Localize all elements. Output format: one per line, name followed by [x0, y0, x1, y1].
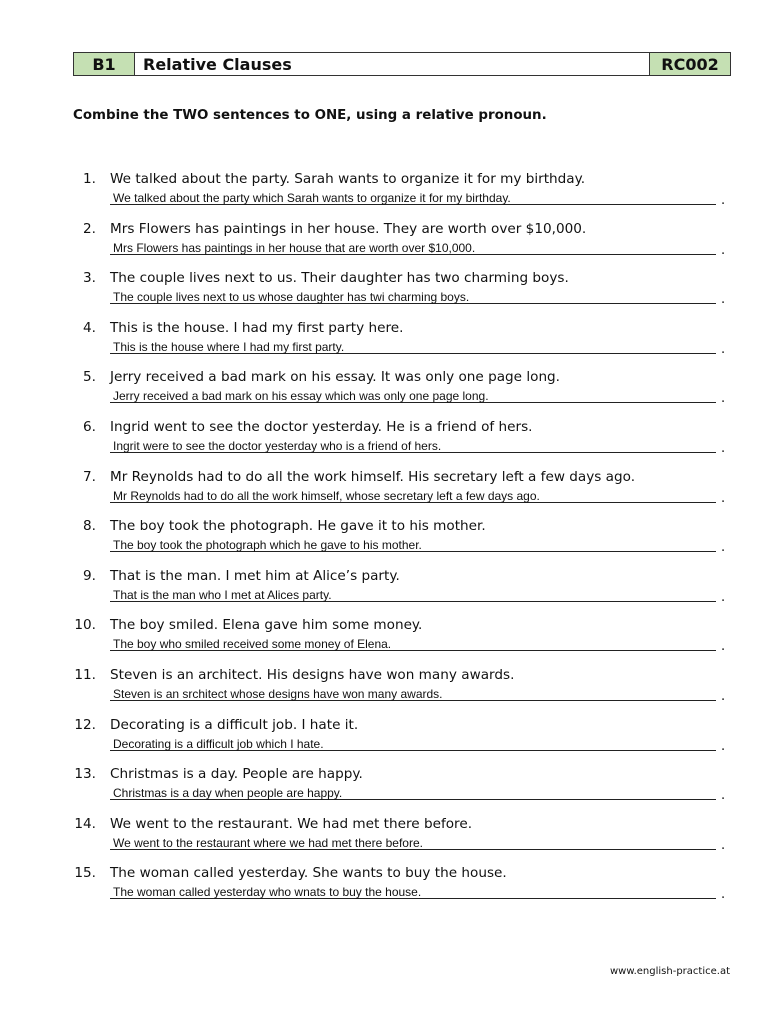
item-number: 9.	[83, 567, 96, 584]
item-answer: Steven is an srchitect whose designs have won many awards.	[113, 687, 443, 701]
exercise-item	[0, 816, 768, 865]
line-end-period: .	[721, 391, 726, 407]
line-end-period: .	[721, 490, 726, 506]
exercise-item	[0, 270, 768, 319]
item-number: 2.	[83, 220, 96, 237]
line-end-period: .	[721, 689, 726, 704]
answer-line[interactable]	[110, 884, 716, 899]
item-prompt: That is the man. I met him at Alice’s party.	[110, 567, 400, 584]
item-number: 5.	[83, 369, 96, 386]
answer-line[interactable]	[110, 686, 716, 701]
item-answer: Jerry received a bad mark on his essay which was only one page long.	[113, 389, 489, 404]
item-answer: We went to the restaurant where we had met there before.	[113, 835, 423, 850]
line-end-period: .	[721, 341, 726, 357]
line-end-period: .	[721, 242, 726, 258]
answer-line[interactable]	[110, 339, 716, 354]
answer-line[interactable]	[110, 438, 716, 453]
item-prompt: Decorating is a difficult job. I hate it.	[110, 716, 359, 733]
exercise-item	[0, 221, 768, 270]
item-prompt: Christmas is a day. People are happy.	[110, 766, 363, 783]
item-answer: Christmas is a day when people are happy.	[113, 786, 343, 801]
exercise-item	[0, 667, 768, 716]
item-number: 14.	[74, 815, 96, 832]
item-answer: Mr Reynolds had to do all the work himself, whose secretary left a few days ago.	[113, 488, 540, 503]
item-number: 7.	[83, 468, 96, 485]
item-number: 11.	[74, 667, 96, 683]
answer-line[interactable]	[110, 736, 716, 751]
exercise-item	[0, 419, 768, 468]
exercise-item	[0, 320, 768, 369]
item-number: 6.	[83, 419, 96, 435]
item-number: 13.	[74, 766, 96, 783]
item-number: 15.	[74, 865, 96, 882]
answer-line[interactable]	[110, 289, 716, 304]
exercise-item	[0, 568, 768, 617]
item-number: 10.	[74, 617, 96, 634]
item-prompt: Mrs Flowers has paintings in her house. They are worth over $10,000.	[110, 220, 587, 237]
item-number: 3.	[83, 270, 96, 287]
item-answer: The boy took the photograph which he gave to his mother.	[113, 538, 422, 553]
item-answer: Mrs Flowers has paintings in her house that are worth over $10,000.	[113, 240, 476, 255]
item-prompt: Jerry received a bad mark on his essay. It was only one page long.	[110, 369, 561, 386]
item-prompt: The boy took the photograph. He gave it to his mother.	[110, 518, 486, 535]
line-end-period: .	[721, 887, 726, 903]
line-end-period: .	[721, 639, 726, 655]
worksheet-code: RC002	[650, 53, 730, 75]
exercise-item	[0, 469, 768, 518]
item-number: 4.	[83, 319, 96, 336]
item-prompt: Steven is an architect. His designs have won many awards.	[110, 667, 515, 683]
line-end-period: .	[721, 292, 726, 308]
item-prompt: This is the house. I had my first party here.	[110, 319, 404, 336]
line-end-period: .	[721, 589, 726, 605]
exercise-item	[0, 369, 768, 418]
item-answer: This is the house where I had my first party.	[113, 339, 345, 354]
item-answer: The boy who smiled received some money of Elena.	[113, 637, 392, 652]
exercise-item	[0, 617, 768, 666]
item-answer: We talked about the party which Sarah wants to organize it for my birthday.	[113, 191, 511, 205]
line-end-period: .	[721, 837, 726, 853]
item-number: 12.	[74, 716, 96, 733]
item-prompt: The woman called yesterday. She wants to buy the house.	[110, 865, 507, 882]
answer-line[interactable]	[110, 537, 716, 552]
exercise-item	[0, 865, 768, 914]
exercise-item	[0, 766, 768, 815]
line-end-period: .	[721, 193, 726, 208]
answer-line[interactable]	[110, 835, 716, 850]
exercise-item	[0, 171, 768, 220]
item-answer: Decorating is a difficult job which I hate.	[113, 736, 324, 751]
line-end-period: .	[721, 738, 726, 754]
item-prompt: The couple lives next to us. Their daughter has two charming boys.	[110, 270, 569, 287]
footer-url: www.english-practice.at	[609, 966, 730, 977]
worksheet-header	[73, 52, 731, 76]
worksheet-title: Relative Clauses	[135, 53, 650, 75]
item-number: 1.	[83, 171, 96, 187]
answer-line[interactable]	[110, 190, 716, 205]
answer-line[interactable]	[110, 587, 716, 602]
exercise-item	[0, 518, 768, 567]
line-end-period: .	[721, 441, 726, 456]
item-answer: The couple lives next to us whose daughter has twi charming boys.	[113, 290, 470, 305]
item-number: 8.	[83, 518, 96, 535]
item-prompt: We went to the restaurant. We had met there before.	[110, 815, 473, 832]
item-answer: That is the man who I met at Alices party.	[113, 587, 332, 602]
level-badge: B1	[74, 53, 135, 75]
answer-line[interactable]	[110, 240, 716, 255]
answer-line[interactable]	[110, 636, 716, 651]
line-end-period: .	[721, 788, 726, 804]
line-end-period: .	[721, 540, 726, 556]
answer-line[interactable]	[110, 488, 716, 503]
item-prompt: Mr Reynolds had to do all the work himself. His secretary left a few days ago.	[110, 468, 636, 485]
answer-line[interactable]	[110, 785, 716, 800]
instruction-text: Combine the TWO sentences to ONE, using a relative pronoun.	[73, 108, 547, 123]
item-answer: The woman called yesterday who wnats to buy the house.	[113, 885, 422, 900]
item-prompt: Ingrid went to see the doctor yesterday. He is a friend of hers.	[110, 419, 533, 435]
item-prompt: We talked about the party. Sarah wants to organize it for my birthday.	[110, 171, 586, 187]
item-answer: Ingrit were to see the doctor yesterday who is a friend of hers.	[113, 439, 442, 453]
answer-line[interactable]	[110, 388, 716, 403]
item-prompt: The boy smiled. Elena gave him some money.	[110, 617, 423, 634]
exercise-item	[0, 717, 768, 766]
